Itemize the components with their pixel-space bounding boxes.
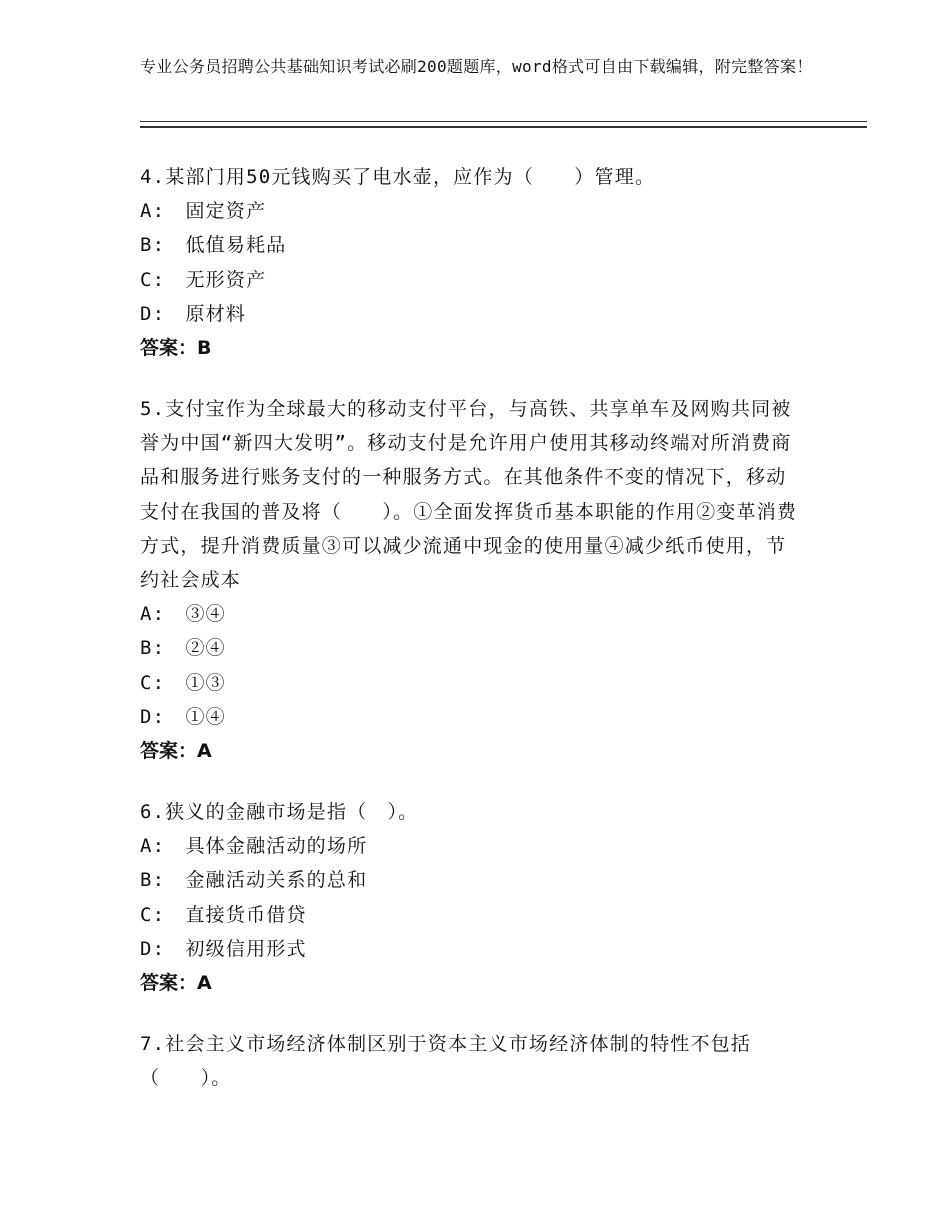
document-header: 专业公务员招聘公共基础知识考试必刷200题题库，word格式可自由下载编辑，附完整答案！ [140, 57, 813, 76]
question-stem: 6.狭义的金融市场是指（ ）。 [140, 801, 419, 824]
option-d: D: 原材料 [140, 302, 247, 325]
question-4 [140, 160, 800, 365]
option-a: A: 固定资产 [140, 200, 267, 223]
question-6 [140, 795, 800, 1000]
answer-label: 答案：B [140, 337, 212, 360]
option-c: C: 无形资产 [140, 268, 267, 291]
option-a: A: ③④ [140, 603, 226, 626]
option-d: D: ①④ [140, 705, 226, 728]
question-5 [140, 392, 800, 768]
question-7 [140, 1027, 800, 1095]
question-stem: 5.支付宝作为全球最大的移动支付平台，与高铁、共享单车及网购共同被誉为中国“新四大发明”。移动支付是允许用户使用其移动终端对所消费商品和服务进行账务支付的一种服务方式。在其他条件不变的情况下，移动支付在我国的普及将（ ）。①全面发挥货币基本职能的作用②变革消费方式，提升消费质量③可以减少流通中现金的使用量④减少纸币使用，节约社会成本 [140, 398, 798, 592]
option-c: C: ①③ [140, 671, 226, 694]
question-stem: 4.某部门用50元钱购买了电水壶，应作为（ ）管理。 [140, 166, 656, 188]
option-c: C: 直接货币借贷 [140, 903, 307, 926]
option-b: B: 低值易耗品 [140, 234, 287, 257]
option-a: A: 具体金融活动的场所 [140, 835, 368, 858]
answer-label: 答案：A [140, 972, 212, 995]
option-b: B: 金融活动关系的总和 [140, 869, 368, 892]
option-d: D: 初级信用形式 [140, 937, 307, 960]
header-divider [140, 121, 867, 128]
question-stem: 7.社会主义市场经济体制区别于资本主义市场经济体制的特性不包括（ ）。 [140, 1033, 752, 1090]
option-b: B: ②④ [140, 637, 226, 660]
question-list [140, 160, 800, 1122]
answer-label: 答案：A [140, 740, 212, 763]
